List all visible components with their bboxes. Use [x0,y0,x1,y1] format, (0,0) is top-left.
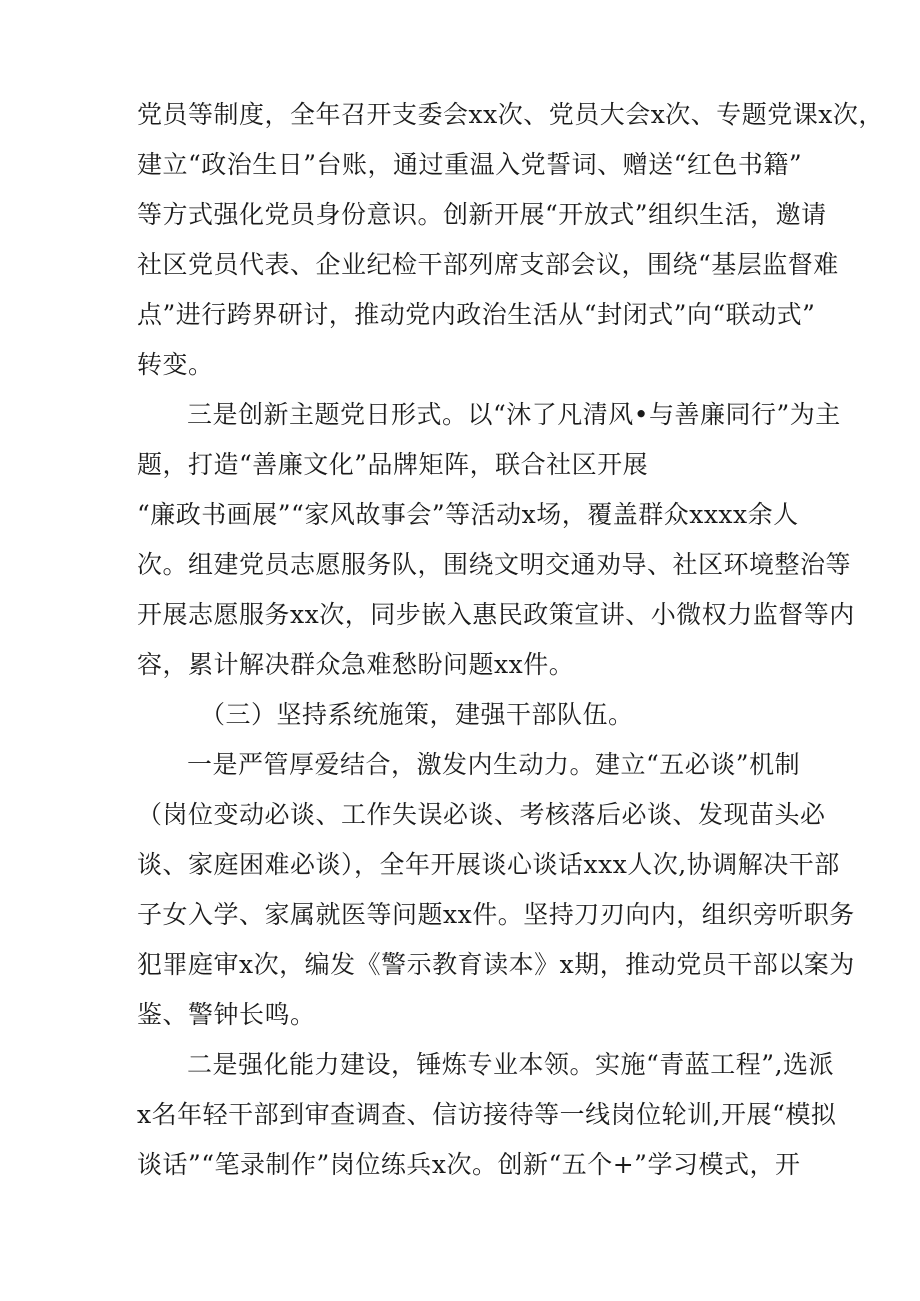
text-line: “廉政书画展”“家风故事会”等活动x场，覆盖群众xxxx余人 [137,500,799,529]
text-line: 子女入学、家属就医等问题xx件。坚持刀刃向内，组织旁听职务 [137,900,855,929]
text-line: 犯罪庭审x次，编发《警示教育读本》x期，推动党员干部以案为 [137,950,855,979]
text-line: x名年轻干部到审查调查、信访接待等一线岗位轮训,开展“模拟 [137,1100,837,1129]
text-line: 开展志愿服务xx次，同步嵌入惠民政策宣讲、小微权力监督等内 [137,600,855,629]
text-line: 一是严管厚爱结合，激发内生动力。建立“五必谈”机制 [187,750,801,779]
text-line: 次。组建党员志愿服务队，围绕文明交通劝导、社区环境整治等 [137,550,852,579]
text-line: 谈话”“笔录制作”岗位练兵x次。创新“五个+”学习模式，开 [137,1150,801,1179]
text-line: 等方式强化党员身份意识。创新开展“开放式”组织生活，邀请 [137,200,827,229]
text-line: （三）坚持系统施策，建强干部队伍。 [200,700,634,729]
text-line: 二是强化能力建设，锤炼专业本领。实施“青蓝工程”,选派 [187,1050,835,1079]
text-line: （岗位变动必谈、工作失误必谈、考核落后必谈、发现苗头必 [137,800,826,829]
text-line: 点”进行跨界研讨，推动党内政治生活从“封闭式”向“联动式” [137,300,816,329]
text-line: 谈、家庭困难必谈），全年开展谈心谈话xxx人次,协调解决干部 [137,850,840,879]
text-line: 社区党员代表、企业纪检干部列席支部会议，围绕“基层监督难 [137,250,839,279]
text-line: 鉴、警钟长鸣。 [137,1000,316,1029]
text-line: 建立“政治生日”台账，通过重温入党誓词、赠送“红色书籍” [137,150,803,179]
text-line: 容，累计解决群众急难愁盼问题xx件。 [137,650,575,679]
text-line: 党员等制度，全年召开支委会xx次、党员大会x次、专题党课x次， [137,100,884,129]
text-line: 三是创新主题党日形式。以“沐了凡清风•与善廉同行”为主 [187,400,841,429]
text-line: 题，打造“善廉文化”品牌矩阵，联合社区开展 [137,450,649,479]
text-line: 转变。 [137,350,214,379]
